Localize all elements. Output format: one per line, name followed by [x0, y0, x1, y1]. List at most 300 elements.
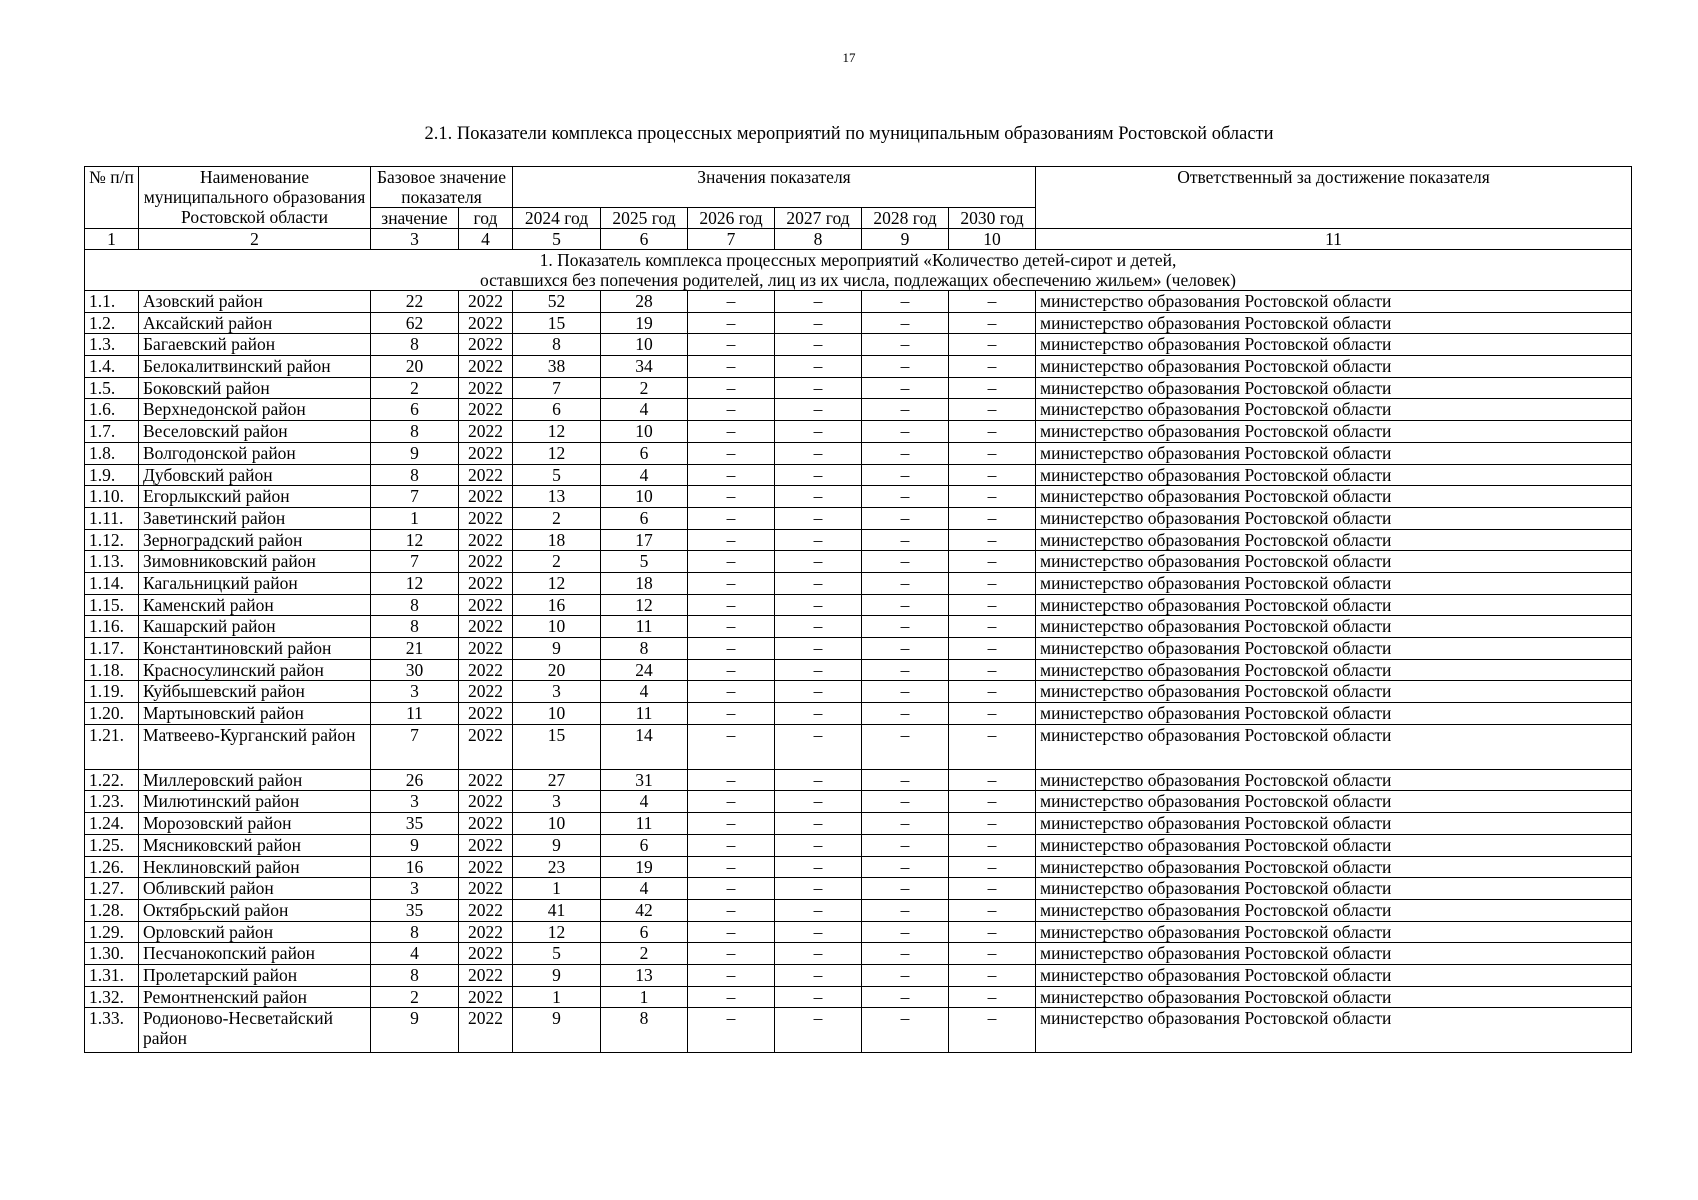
- empty-value-dash: –: [949, 878, 1036, 900]
- table-row: [85, 594, 1632, 616]
- empty-value-dash: –: [688, 769, 775, 791]
- value-2024: 12: [513, 442, 601, 464]
- header-responsible: Ответственный за достижение показателя: [1036, 167, 1632, 229]
- value-2025: 6: [601, 442, 688, 464]
- empty-value-dash: –: [949, 659, 1036, 681]
- empty-value-dash: –: [949, 312, 1036, 334]
- empty-value-dash: –: [688, 659, 775, 681]
- empty-value-dash: –: [688, 943, 775, 965]
- empty-value-dash: –: [688, 921, 775, 943]
- empty-value-dash: –: [775, 703, 862, 725]
- municipality-name: Дубовский район: [139, 464, 371, 486]
- responsible-body: министерство образования Ростовской области: [1036, 659, 1632, 681]
- value-2024: 12: [513, 572, 601, 594]
- empty-value-dash: –: [688, 813, 775, 835]
- base-year: 2022: [459, 769, 513, 791]
- base-value: 3: [371, 791, 459, 813]
- empty-value-dash: –: [862, 791, 949, 813]
- row-number: 1.19.: [85, 681, 139, 703]
- base-value: 30: [371, 659, 459, 681]
- value-2024: 1: [513, 878, 601, 900]
- base-value: 26: [371, 769, 459, 791]
- responsible-body: министерство образования Ростовской области: [1036, 856, 1632, 878]
- row-number: 1.13.: [85, 551, 139, 573]
- row-number: 1.17.: [85, 638, 139, 660]
- value-2024: 10: [513, 813, 601, 835]
- responsible-body: министерство образования Ростовской области: [1036, 377, 1632, 399]
- value-2025: 34: [601, 356, 688, 378]
- empty-value-dash: –: [688, 486, 775, 508]
- row-number: 1.3.: [85, 334, 139, 356]
- value-2025: 10: [601, 334, 688, 356]
- empty-value-dash: –: [688, 399, 775, 421]
- empty-value-dash: –: [688, 421, 775, 443]
- row-number: 1.5.: [85, 377, 139, 399]
- responsible-body: министерство образования Ростовской области: [1036, 334, 1632, 356]
- empty-value-dash: –: [862, 1008, 949, 1053]
- empty-value-dash: –: [862, 834, 949, 856]
- empty-value-dash: –: [775, 377, 862, 399]
- empty-value-dash: –: [775, 356, 862, 378]
- value-2025: 14: [601, 724, 688, 769]
- empty-value-dash: –: [688, 703, 775, 725]
- municipality-name: Красносулинский район: [139, 659, 371, 681]
- table-row: [85, 681, 1632, 703]
- row-number: 1.16.: [85, 616, 139, 638]
- empty-value-dash: –: [688, 356, 775, 378]
- base-year: 2022: [459, 399, 513, 421]
- empty-value-dash: –: [775, 421, 862, 443]
- table-row: [85, 878, 1632, 900]
- value-2025: 10: [601, 486, 688, 508]
- responsible-body: министерство образования Ростовской области: [1036, 616, 1632, 638]
- table-row: [85, 986, 1632, 1008]
- empty-value-dash: –: [862, 681, 949, 703]
- municipality-name: Песчанокопский район: [139, 943, 371, 965]
- row-number: 1.21.: [85, 724, 139, 769]
- empty-value-dash: –: [775, 507, 862, 529]
- base-value: 7: [371, 724, 459, 769]
- empty-value-dash: –: [949, 943, 1036, 965]
- base-value: 12: [371, 572, 459, 594]
- responsible-body: министерство образования Ростовской области: [1036, 464, 1632, 486]
- empty-value-dash: –: [862, 356, 949, 378]
- empty-value-dash: –: [862, 899, 949, 921]
- municipality-name: Азовский район: [139, 291, 371, 313]
- column-number: 10: [949, 229, 1036, 250]
- base-year: 2022: [459, 464, 513, 486]
- row-number: 1.7.: [85, 421, 139, 443]
- municipality-name: Орловский район: [139, 921, 371, 943]
- municipality-name: Матвеево-Курганский район: [139, 724, 371, 769]
- municipality-name: Зимовниковский район: [139, 551, 371, 573]
- responsible-body: министерство образования Ростовской области: [1036, 551, 1632, 573]
- column-number: 5: [513, 229, 601, 250]
- empty-value-dash: –: [688, 899, 775, 921]
- empty-value-dash: –: [775, 986, 862, 1008]
- section-heading-line-2: оставшихся без попечения родителей, лиц из их числа, подлежащих обеспечению жильем» (человек): [479, 270, 1236, 290]
- empty-value-dash: –: [862, 572, 949, 594]
- empty-value-dash: –: [775, 594, 862, 616]
- responsible-body: министерство образования Ростовской области: [1036, 529, 1632, 551]
- base-year: 2022: [459, 964, 513, 986]
- table-row: [85, 356, 1632, 378]
- table-row: [85, 834, 1632, 856]
- responsible-body: министерство образования Ростовской области: [1036, 703, 1632, 725]
- municipality-name: Волгодонской район: [139, 442, 371, 464]
- table-row: [85, 813, 1632, 835]
- value-2024: 2: [513, 507, 601, 529]
- column-number: 11: [1036, 229, 1632, 250]
- municipality-name: Куйбышевский район: [139, 681, 371, 703]
- value-2025: 13: [601, 964, 688, 986]
- row-number: 1.18.: [85, 659, 139, 681]
- value-2024: 16: [513, 594, 601, 616]
- value-2024: 15: [513, 312, 601, 334]
- empty-value-dash: –: [949, 834, 1036, 856]
- table-row: [85, 1008, 1632, 1053]
- empty-value-dash: –: [775, 659, 862, 681]
- empty-value-dash: –: [862, 703, 949, 725]
- responsible-body: министерство образования Ростовской области: [1036, 572, 1632, 594]
- empty-value-dash: –: [862, 377, 949, 399]
- value-2024: 9: [513, 638, 601, 660]
- value-2025: 4: [601, 681, 688, 703]
- empty-value-dash: –: [688, 986, 775, 1008]
- base-value: 9: [371, 834, 459, 856]
- empty-value-dash: –: [949, 334, 1036, 356]
- responsible-body: министерство образования Ростовской области: [1036, 791, 1632, 813]
- responsible-body: министерство образования Ростовской области: [1036, 834, 1632, 856]
- base-year: 2022: [459, 791, 513, 813]
- value-2024: 12: [513, 921, 601, 943]
- value-2025: 28: [601, 291, 688, 313]
- empty-value-dash: –: [862, 616, 949, 638]
- row-number: 1.15.: [85, 594, 139, 616]
- value-2024: 10: [513, 616, 601, 638]
- base-value: 21: [371, 638, 459, 660]
- value-2025: 1: [601, 986, 688, 1008]
- empty-value-dash: –: [949, 486, 1036, 508]
- base-year: 2022: [459, 334, 513, 356]
- header-year-2025: 2025 год: [601, 208, 688, 229]
- base-year: 2022: [459, 529, 513, 551]
- value-2025: 8: [601, 638, 688, 660]
- base-year: 2022: [459, 724, 513, 769]
- value-2024: 3: [513, 791, 601, 813]
- row-number: 1.2.: [85, 312, 139, 334]
- responsible-body: министерство образования Ростовской области: [1036, 312, 1632, 334]
- base-value: 3: [371, 878, 459, 900]
- empty-value-dash: –: [688, 507, 775, 529]
- header-base-value: значение: [371, 208, 459, 229]
- value-2025: 31: [601, 769, 688, 791]
- table-row: [85, 943, 1632, 965]
- table-row: [85, 312, 1632, 334]
- row-number: 1.23.: [85, 791, 139, 813]
- base-year: 2022: [459, 921, 513, 943]
- base-value: 7: [371, 486, 459, 508]
- empty-value-dash: –: [862, 399, 949, 421]
- empty-value-dash: –: [949, 507, 1036, 529]
- base-year: 2022: [459, 1008, 513, 1053]
- responsible-body: министерство образования Ростовской области: [1036, 964, 1632, 986]
- empty-value-dash: –: [688, 291, 775, 313]
- value-2024: 2: [513, 551, 601, 573]
- empty-value-dash: –: [775, 769, 862, 791]
- table-row: [85, 291, 1632, 313]
- base-value: 2: [371, 377, 459, 399]
- row-number: 1.10.: [85, 486, 139, 508]
- empty-value-dash: –: [688, 442, 775, 464]
- empty-value-dash: –: [862, 638, 949, 660]
- empty-value-dash: –: [775, 878, 862, 900]
- base-year: 2022: [459, 943, 513, 965]
- responsible-body: министерство образования Ростовской области: [1036, 878, 1632, 900]
- empty-value-dash: –: [688, 377, 775, 399]
- empty-value-dash: –: [862, 813, 949, 835]
- base-year: 2022: [459, 986, 513, 1008]
- row-number: 1.9.: [85, 464, 139, 486]
- value-2025: 4: [601, 464, 688, 486]
- empty-value-dash: –: [688, 312, 775, 334]
- base-value: 12: [371, 529, 459, 551]
- value-2025: 2: [601, 377, 688, 399]
- empty-value-dash: –: [688, 638, 775, 660]
- base-year: 2022: [459, 594, 513, 616]
- table-row: [85, 334, 1632, 356]
- row-number: 1.27.: [85, 878, 139, 900]
- value-2024: 9: [513, 964, 601, 986]
- header-year-2028: 2028 год: [862, 208, 949, 229]
- empty-value-dash: –: [949, 638, 1036, 660]
- municipality-name: Мартыновский район: [139, 703, 371, 725]
- empty-value-dash: –: [949, 964, 1036, 986]
- empty-value-dash: –: [775, 334, 862, 356]
- empty-value-dash: –: [775, 813, 862, 835]
- section-row: [85, 250, 1632, 291]
- empty-value-dash: –: [775, 856, 862, 878]
- document-title: 2.1. Показатели комплекса процессных мероприятий по муниципальным образованиям Ростовской области: [424, 124, 1274, 144]
- value-2024: 5: [513, 464, 601, 486]
- row-number: 1.12.: [85, 529, 139, 551]
- empty-value-dash: –: [688, 681, 775, 703]
- row-number: 1.30.: [85, 943, 139, 965]
- table-row: [85, 486, 1632, 508]
- base-value: 22: [371, 291, 459, 313]
- empty-value-dash: –: [688, 464, 775, 486]
- empty-value-dash: –: [775, 291, 862, 313]
- municipality-name: Кашарский район: [139, 616, 371, 638]
- value-2025: 5: [601, 551, 688, 573]
- value-2025: 2: [601, 943, 688, 965]
- municipality-name: Боковский район: [139, 377, 371, 399]
- value-2024: 1: [513, 986, 601, 1008]
- value-2025: 4: [601, 878, 688, 900]
- empty-value-dash: –: [949, 986, 1036, 1008]
- row-number: 1.32.: [85, 986, 139, 1008]
- responsible-body: министерство образования Ростовской области: [1036, 921, 1632, 943]
- empty-value-dash: –: [688, 724, 775, 769]
- responsible-body: министерство образования Ростовской области: [1036, 638, 1632, 660]
- row-number: 1.11.: [85, 507, 139, 529]
- municipality-name: Неклиновский район: [139, 856, 371, 878]
- empty-value-dash: –: [775, 791, 862, 813]
- municipality-name: Багаевский район: [139, 334, 371, 356]
- value-2025: 11: [601, 616, 688, 638]
- value-2025: 8: [601, 1008, 688, 1053]
- municipality-name: Зерноградский район: [139, 529, 371, 551]
- row-number: 1.31.: [85, 964, 139, 986]
- base-year: 2022: [459, 377, 513, 399]
- table-row: [85, 638, 1632, 660]
- empty-value-dash: –: [775, 921, 862, 943]
- base-year: 2022: [459, 834, 513, 856]
- base-year: 2022: [459, 813, 513, 835]
- row-number: 1.22.: [85, 769, 139, 791]
- empty-value-dash: –: [688, 856, 775, 878]
- value-2024: 18: [513, 529, 601, 551]
- empty-value-dash: –: [862, 334, 949, 356]
- header-base: Базовое значение показателя: [371, 167, 513, 208]
- value-2024: 38: [513, 356, 601, 378]
- base-year: 2022: [459, 878, 513, 900]
- value-2024: 20: [513, 659, 601, 681]
- base-year: 2022: [459, 616, 513, 638]
- value-2024: 52: [513, 291, 601, 313]
- empty-value-dash: –: [862, 312, 949, 334]
- empty-value-dash: –: [688, 834, 775, 856]
- table-row: [85, 964, 1632, 986]
- empty-value-dash: –: [862, 421, 949, 443]
- table-row: [85, 791, 1632, 813]
- base-value: 35: [371, 899, 459, 921]
- table-body: [85, 291, 1632, 1053]
- value-2024: 8: [513, 334, 601, 356]
- municipality-name: Верхнедонской район: [139, 399, 371, 421]
- responsible-body: министерство образования Ростовской области: [1036, 486, 1632, 508]
- responsible-body: министерство образования Ростовской области: [1036, 507, 1632, 529]
- base-value: 35: [371, 813, 459, 835]
- empty-value-dash: –: [688, 878, 775, 900]
- empty-value-dash: –: [949, 594, 1036, 616]
- row-number: 1.29.: [85, 921, 139, 943]
- responsible-body: министерство образования Ростовской области: [1036, 724, 1632, 769]
- header-base-year: год: [459, 208, 513, 229]
- header-name: Наименование муниципального образования Ростовской области: [139, 167, 371, 229]
- column-number: 8: [775, 229, 862, 250]
- empty-value-dash: –: [949, 703, 1036, 725]
- empty-value-dash: –: [862, 921, 949, 943]
- value-2025: 42: [601, 899, 688, 921]
- value-2025: 24: [601, 659, 688, 681]
- page-number: 17: [842, 50, 856, 65]
- empty-value-dash: –: [949, 724, 1036, 769]
- empty-value-dash: –: [775, 486, 862, 508]
- responsible-body: министерство образования Ростовской области: [1036, 291, 1632, 313]
- empty-value-dash: –: [862, 507, 949, 529]
- empty-value-dash: –: [775, 464, 862, 486]
- empty-value-dash: –: [949, 681, 1036, 703]
- empty-value-dash: –: [862, 291, 949, 313]
- value-2024: 9: [513, 1008, 601, 1053]
- table-row: [85, 724, 1632, 769]
- table-header: [85, 167, 1632, 291]
- value-2024: 13: [513, 486, 601, 508]
- column-number: 2: [139, 229, 371, 250]
- empty-value-dash: –: [862, 529, 949, 551]
- value-2025: 4: [601, 791, 688, 813]
- base-year: 2022: [459, 291, 513, 313]
- base-year: 2022: [459, 312, 513, 334]
- responsible-body: министерство образования Ростовской области: [1036, 986, 1632, 1008]
- empty-value-dash: –: [949, 899, 1036, 921]
- responsible-body: министерство образования Ростовской области: [1036, 442, 1632, 464]
- base-year: 2022: [459, 899, 513, 921]
- municipality-name: Мясниковский район: [139, 834, 371, 856]
- empty-value-dash: –: [775, 638, 862, 660]
- empty-value-dash: –: [688, 334, 775, 356]
- empty-value-dash: –: [862, 464, 949, 486]
- empty-value-dash: –: [688, 551, 775, 573]
- empty-value-dash: –: [862, 724, 949, 769]
- base-year: 2022: [459, 703, 513, 725]
- value-2024: 27: [513, 769, 601, 791]
- row-number: 1.20.: [85, 703, 139, 725]
- section-heading-line-1: 1. Показатель комплекса процессных мероприятий «Количество детей-сирот и детей,: [539, 250, 1177, 270]
- table-row: [85, 551, 1632, 573]
- empty-value-dash: –: [949, 377, 1036, 399]
- value-2024: 15: [513, 724, 601, 769]
- empty-value-dash: –: [688, 594, 775, 616]
- empty-value-dash: –: [949, 769, 1036, 791]
- empty-value-dash: –: [949, 813, 1036, 835]
- municipality-name: Милютинский район: [139, 791, 371, 813]
- value-2025: 10: [601, 421, 688, 443]
- municipality-name: Константиновский район: [139, 638, 371, 660]
- responsible-body: министерство образования Ростовской области: [1036, 943, 1632, 965]
- empty-value-dash: –: [775, 1008, 862, 1053]
- base-year: 2022: [459, 856, 513, 878]
- value-2024: 5: [513, 943, 601, 965]
- municipality-name: Аксайский район: [139, 312, 371, 334]
- empty-value-dash: –: [862, 769, 949, 791]
- value-2025: 11: [601, 703, 688, 725]
- empty-value-dash: –: [775, 442, 862, 464]
- value-2025: 18: [601, 572, 688, 594]
- base-value: 9: [371, 1008, 459, 1053]
- header-num: № п/п: [85, 167, 139, 229]
- table-row: [85, 703, 1632, 725]
- empty-value-dash: –: [775, 724, 862, 769]
- municipality-name: Кагальницкий район: [139, 572, 371, 594]
- empty-value-dash: –: [949, 356, 1036, 378]
- table-row: [85, 921, 1632, 943]
- base-year: 2022: [459, 638, 513, 660]
- base-year: 2022: [459, 659, 513, 681]
- row-number: 1.25.: [85, 834, 139, 856]
- municipality-name: Каменский район: [139, 594, 371, 616]
- responsible-body: министерство образования Ростовской области: [1036, 594, 1632, 616]
- header-year-2027: 2027 год: [775, 208, 862, 229]
- empty-value-dash: –: [688, 1008, 775, 1053]
- empty-value-dash: –: [688, 529, 775, 551]
- section-heading: [85, 250, 1632, 291]
- base-year: 2022: [459, 507, 513, 529]
- base-value: 8: [371, 616, 459, 638]
- base-value: 11: [371, 703, 459, 725]
- empty-value-dash: –: [862, 486, 949, 508]
